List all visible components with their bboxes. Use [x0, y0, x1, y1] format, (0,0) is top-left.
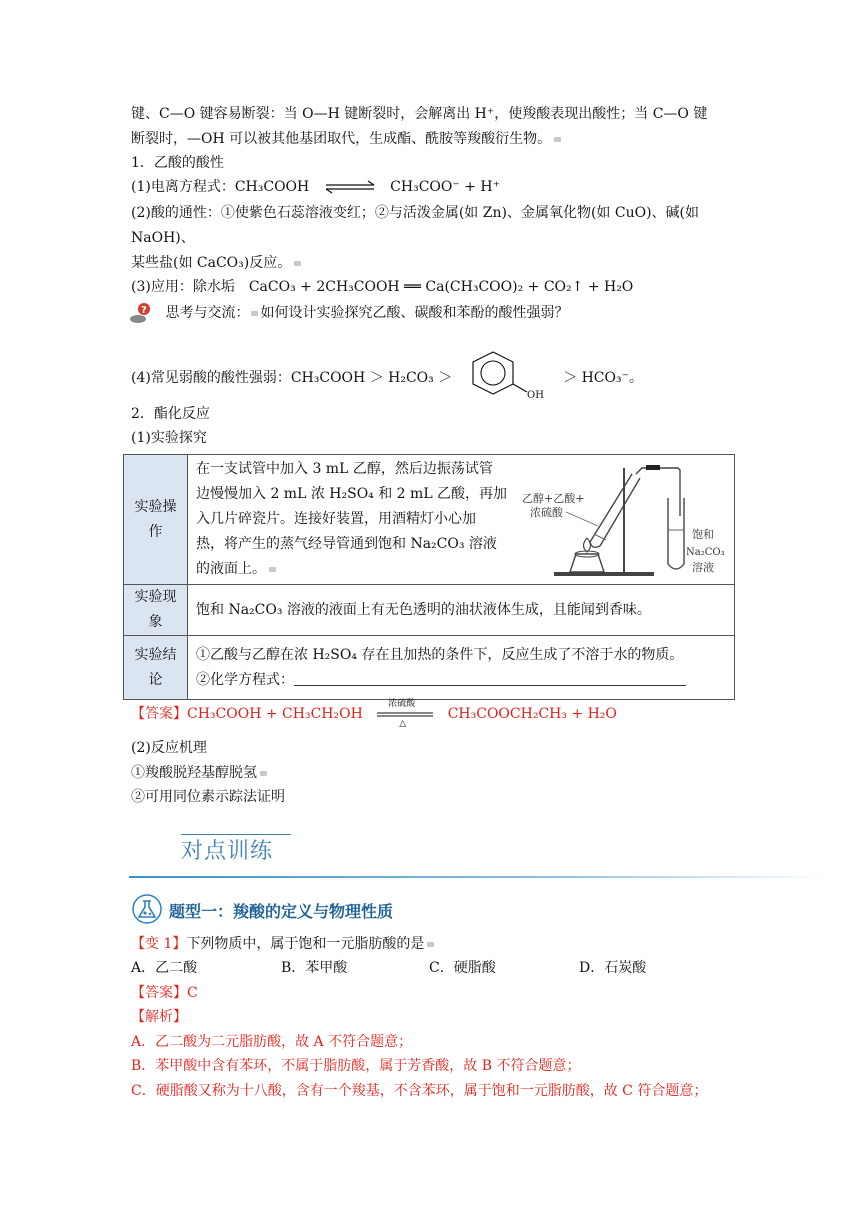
analysis-line: B．苯甲酸中含有苯环，不属于脂肪酸，属于芳香酸，故 B 不符合题意； [131, 1058, 581, 1074]
blank-underline [294, 671, 686, 686]
question-stem: 【变 1】下列物质中，属于饱和一元脂肪酸的是 [131, 934, 434, 954]
general-property-line-3: 某些盐(如 CaCO₃)反应。 [131, 253, 301, 273]
thinking-person-icon [129, 302, 155, 324]
table-row [124, 636, 735, 700]
application-line: (3)应用：除水垢 CaCO₃ + 2CH₃COOH ══ Ca(CH₃COO)₂ + CO₂↑ + H₂O [131, 279, 634, 295]
option-a[interactable]: A．乙二酸 [131, 960, 198, 976]
general-property-line-2: NaOH)、 [131, 230, 195, 246]
mechanism-item: ②可用同位素示踪法证明 [131, 789, 285, 805]
table-row [124, 455, 735, 585]
svg-text:?: ? [141, 305, 147, 316]
reaction-condition: 浓硫酸 △ [375, 704, 435, 724]
option-b[interactable]: B．苯甲酸 [281, 960, 348, 976]
flask-icon [131, 894, 163, 924]
phenomenon-cell: 饱和 Na₂CO₃ 溶液的液面上有无色透明的油状液体生成，且能闻到香味。 [188, 585, 735, 636]
svg-text:Na₂CO₃: Na₂CO₃ [686, 546, 725, 558]
mechanism-heading: (2)反应机理 [131, 740, 207, 756]
experiment-subheading: (1)实验探究 [131, 430, 207, 446]
think-exchange: ? 思考与交流： 如何设计实验探究乙酸、碳酸和苯酚的酸性强弱？ [129, 302, 568, 324]
experiment-table [123, 454, 735, 700]
svg-text:OH: OH [526, 390, 544, 401]
svg-text:饱和: 饱和 [692, 527, 714, 541]
question-options [131, 958, 646, 978]
operation-line: 热，将产生的蒸气经导管通到饱和 Na₂CO₃ 溶液 [196, 536, 497, 552]
header-operation: 实验操作 [124, 455, 188, 585]
option-c[interactable]: C．硬脂酸 [429, 960, 496, 976]
conclusion-cell [188, 636, 735, 700]
header-phenomenon: 实验现象 [124, 585, 188, 636]
intro-line-2: 断裂时，—OH 可以被其他基团取代，生成酯、酰胺等羧酸衍生物。 [131, 129, 561, 149]
esterification-apparatus-icon [520, 460, 726, 580]
operation-line: 边慢慢加入 2 mL 浓 H₂SO₄ 和 2 mL 乙酸，再加 [196, 486, 508, 502]
analysis-line: A．乙二酸为二元脂肪酸，故 A 不符合题意； [131, 1034, 413, 1050]
option-d[interactable]: D．石炭酸 [579, 960, 647, 976]
mechanism-item: ①羧酸脱羟基醇脱氢 [131, 763, 267, 783]
ionization-equation: (1)电离方程式：CH₃COOH CH₃COO⁻ + H⁺ [131, 179, 500, 195]
conclusion-line-1: ①乙酸与乙醇在浓 H₂SO₄ 存在且加热的条件下，反应生成了不溶于水的物质。 [196, 646, 684, 663]
equilibrium-arrow-icon [322, 180, 378, 194]
section-title: 对点训练 [181, 839, 274, 864]
svg-text:乙醇+乙酸+: 乙醇+乙酸+ [522, 491, 585, 505]
svg-text:浓硫酸: 浓硫酸 [530, 505, 563, 519]
esterification-answer: 【答案】CH₃COOH + CH₃CH₂OH 浓硫酸 △ CH₃COOCH₂CH₃ + H₂O [131, 699, 617, 729]
operation-cell [188, 455, 735, 585]
question-type-title: 题型一：羧酸的定义与物理性质 [169, 902, 394, 921]
operation-line: 的液面上。 [196, 557, 514, 582]
section-divider [129, 876, 829, 878]
conclusion-line-2: ②化学方程式： [196, 668, 726, 693]
header-conclusion: 实验结论 [124, 636, 188, 700]
svg-text:溶液: 溶液 [692, 560, 714, 574]
general-property-line-1: (2)酸的通性：①使紫色石蕊溶液变红；②与活泼金属(如 Zn)、金属氧化物(如 CuO)、碱(如 [131, 205, 699, 221]
table-row [124, 585, 735, 636]
operation-line: 在一支试管中加入 3 mL 乙醇，然后边振荡试管 [196, 461, 493, 477]
acidity-heading: 1．乙酸的酸性 [131, 155, 224, 171]
phenol-structure-icon [459, 350, 555, 402]
analysis-label: 【解析】 [131, 1009, 187, 1025]
analysis-line: C．硬脂酸又称为十八酸，含有一个羧基，不含苯环，属于饱和一元脂肪酸，故 C 符合题意； [131, 1083, 708, 1099]
acid-strength-line: (4)常见弱酸的酸性强弱：CH₃COOH ＞ H₂CO₃ ＞ OH ＞ HCO₃⁻。 [131, 368, 643, 388]
intro-line-1: 键、C—O 键容易断裂：当 O—H 键断裂时，会解离出 H⁺，使羧酸表现出酸性；当 C—O 键 [131, 106, 708, 122]
question-answer: 【答案】C [131, 985, 198, 1001]
operation-line: 入几片碎瓷片。连接好装置，用酒精灯小心加 [196, 511, 476, 527]
esterification-heading: 2．酯化反应 [131, 406, 210, 422]
